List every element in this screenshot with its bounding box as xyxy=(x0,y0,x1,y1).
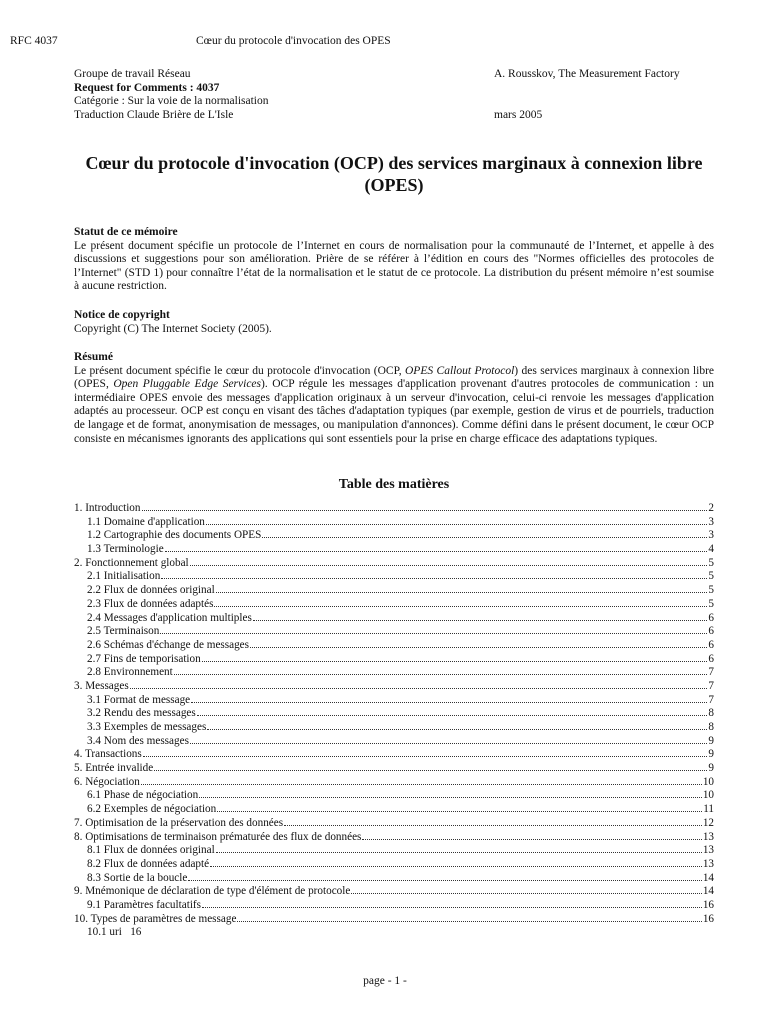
section-body xyxy=(74,365,714,447)
toc-entry[interactable] xyxy=(74,598,714,612)
section-heading: Résumé xyxy=(74,351,113,363)
toc-entry-label: 10. Types de paramètres de message xyxy=(74,912,237,925)
toc-leader-dots xyxy=(284,825,702,826)
toc-entry-label: 2. Fonctionnement global xyxy=(74,556,189,569)
toc-entry-label: 3. Messages xyxy=(74,679,129,692)
toc-entry-label: 3.2 Rendu des messages xyxy=(87,707,196,720)
toc-entry[interactable] xyxy=(74,666,714,680)
toc-entry-page: 13 xyxy=(702,857,714,870)
toc-leader-dots xyxy=(154,770,707,771)
toc-entry-page: 2 xyxy=(708,502,714,514)
toc-entry-page: 13 xyxy=(702,830,714,843)
toc-entry-page: 6 xyxy=(708,611,714,624)
resume-emphasis: OPES Callout Protocol xyxy=(405,364,515,377)
toc-leader-dots xyxy=(216,852,702,853)
toc-entry-label: 9. Mnémonique de déclaration de type d'élément de protocole xyxy=(74,885,351,898)
toc-entry-label: 3.3 Exemples de messages xyxy=(87,721,207,733)
toc-entry[interactable] xyxy=(74,502,714,516)
toc-leader-dots xyxy=(130,688,708,689)
toc-entry-label: 2.1 Initialisation xyxy=(87,570,161,583)
running-header-title: Cœur du protocole d'invocation des OPES xyxy=(196,35,391,47)
toc-entry[interactable] xyxy=(74,885,714,899)
toc-entry-label: 1.3 Terminologie xyxy=(87,543,164,556)
toc-entry-page: 8 xyxy=(708,721,714,733)
toc-leader-dots xyxy=(190,565,708,566)
toc-entry-label: 1. Introduction xyxy=(74,502,141,514)
toc-entry-page: 9 xyxy=(708,734,714,747)
toc-leader-dots xyxy=(202,907,702,908)
toc-entry[interactable] xyxy=(74,543,714,557)
section-statut xyxy=(74,226,714,294)
toc-entry[interactable] xyxy=(74,872,714,886)
running-header-rfc: RFC 4037 xyxy=(10,35,58,47)
meta-date: mars 2005 xyxy=(494,109,543,122)
toc-entry[interactable] xyxy=(74,762,714,776)
toc-entry-page: 14 xyxy=(702,871,714,884)
toc-entry-page: 5 xyxy=(708,584,714,597)
toc-entry-label: 7. Optimisation de la préservation des données xyxy=(74,816,284,829)
toc-entry-page: 9 xyxy=(708,748,714,761)
toc-leader-dots xyxy=(216,592,708,593)
toc-entry[interactable] xyxy=(74,789,714,803)
toc-entry-page: 10 xyxy=(702,789,714,802)
toc-entry[interactable] xyxy=(74,721,714,735)
toc-leader-dots xyxy=(207,729,707,730)
meta-rfc-number: Request for Comments : 4037 xyxy=(74,81,220,94)
toc-leader-dots xyxy=(160,633,707,634)
toc-entry[interactable] xyxy=(74,653,714,667)
toc-entry-label: 2.6 Schémas d'échange de messages xyxy=(87,638,250,651)
toc-entry-page: 4 xyxy=(708,543,714,556)
toc-entry-label: 10.1 uri 16 xyxy=(87,926,142,939)
section-body: Le présent document spécifie un protocole de l’Internet en cours de normalisation pour la communauté de l’Internet, et appelle à des discussions et suggestions pour son amélioration. Prière de se référer à l’édition en cours des "Normes officielles des protocoles de l’Internet" (STD 1) pour connaître l’état de la normalisation et le statut de ce protocole. La distribution du présent mémoire n’est soumise à aucune restriction. xyxy=(74,239,714,293)
toc-entry-page: 9 xyxy=(708,762,714,775)
section-resume xyxy=(74,351,714,446)
toc-entry[interactable] xyxy=(74,776,714,790)
section-copyright xyxy=(74,309,714,336)
toc-entry[interactable] xyxy=(74,557,714,571)
toc-leader-dots xyxy=(141,784,702,785)
meta-group: Groupe de travail Réseau xyxy=(74,68,191,80)
toc-entry-page: 10 xyxy=(702,775,714,788)
toc-entry[interactable] xyxy=(74,735,714,749)
toc-leader-dots xyxy=(351,893,701,894)
toc-entry[interactable] xyxy=(74,707,714,721)
toc-entry-label: 8.2 Flux de données adapté xyxy=(87,857,210,870)
toc-entry-label: 3.1 Format de message xyxy=(87,693,191,706)
section-heading: Statut de ce mémoire xyxy=(74,226,178,238)
toc-leader-dots xyxy=(237,921,701,922)
toc-leader-dots xyxy=(190,743,707,744)
toc-entry-page: 16 xyxy=(702,898,714,911)
toc-leader-dots xyxy=(197,715,708,716)
toc-leader-dots xyxy=(191,702,707,703)
meta-category: Catégorie : Sur la voie de la normalisation xyxy=(74,95,269,108)
toc-leader-dots xyxy=(165,551,708,552)
toc-entry[interactable] xyxy=(74,899,714,913)
toc-entry[interactable] xyxy=(74,694,714,708)
toc-entry[interactable] xyxy=(74,612,714,626)
resume-text: ) des services marginaux à connexion libre (OPES, xyxy=(74,364,715,391)
toc-entry-page: 12 xyxy=(702,816,714,829)
toc-entry[interactable] xyxy=(74,680,714,694)
toc-entry[interactable] xyxy=(74,639,714,653)
toc-entry-page: 8 xyxy=(708,707,714,720)
toc-entry-page: 7 xyxy=(708,666,714,679)
toc-entry[interactable] xyxy=(74,803,714,817)
toc-entry-page: 3 xyxy=(708,529,714,542)
toc-leader-dots xyxy=(206,524,708,525)
toc-entry-page: 16 xyxy=(702,912,714,925)
toc-entry-label: 2.2 Flux de données original xyxy=(87,584,215,597)
toc-entry-label: 2.8 Environnement xyxy=(87,666,173,679)
meta-author: A. Rousskov, The Measurement Factory xyxy=(494,68,680,80)
toc-entry-label: 2.5 Terminaison xyxy=(87,625,160,638)
toc-leader-dots xyxy=(262,537,707,538)
table-of-contents xyxy=(74,502,714,940)
toc-entry-label: 4. Transactions xyxy=(74,748,142,761)
toc-entry-label: 5. Entrée invalide xyxy=(74,762,154,775)
toc-leader-dots xyxy=(174,674,708,675)
toc-entry-label: 6.1 Phase de négociation xyxy=(87,789,199,802)
document-meta xyxy=(74,68,704,123)
toc-entry-label: 2.4 Messages d'application multiples xyxy=(87,611,252,624)
toc-entry-label: 8.1 Flux de données original xyxy=(87,844,215,857)
toc-entry[interactable] xyxy=(74,584,714,598)
toc-entry-label: 9.1 Paramètres facultatifs xyxy=(87,898,202,911)
toc-entry-page: 5 xyxy=(708,570,714,583)
toc-leader-dots xyxy=(202,661,708,662)
toc-entry-page: 14 xyxy=(702,885,714,898)
toc-entry[interactable] xyxy=(74,516,714,530)
toc-entry-label: 6. Négociation xyxy=(74,775,140,788)
resume-emphasis: Open Pluggable Edge Services xyxy=(113,378,262,391)
toc-leader-dots xyxy=(214,606,707,607)
toc-entry[interactable] xyxy=(74,858,714,872)
toc-entry-label: 2.7 Fins de temporisation xyxy=(87,652,201,665)
toc-leader-dots xyxy=(142,510,708,511)
toc-entry-page: 13 xyxy=(702,844,714,857)
toc-entry-label: 1.2 Cartographie des documents OPES xyxy=(87,529,262,542)
page-footer: page - 1 - xyxy=(363,975,407,987)
toc-leader-dots xyxy=(161,578,707,579)
toc-leader-dots xyxy=(250,647,707,648)
toc-entry-page: 6 xyxy=(708,625,714,638)
toc-entry[interactable] xyxy=(74,817,714,831)
toc-entry[interactable] xyxy=(74,913,714,927)
toc-entry[interactable] xyxy=(74,625,714,639)
toc-leader-dots xyxy=(210,866,702,867)
toc-entry[interactable] xyxy=(74,570,714,584)
toc-leader-dots xyxy=(199,797,702,798)
toc-entry[interactable] xyxy=(74,926,714,940)
section-body: Copyright (C) The Internet Society (2005). xyxy=(74,322,272,335)
toc-entry-page: 5 xyxy=(708,556,714,569)
toc-entry-page: 7 xyxy=(708,693,714,706)
toc-title: Table des matières xyxy=(338,477,450,492)
meta-translation: Traduction Claude Brière de L'Isle xyxy=(74,109,234,122)
toc-entry-label: 8.3 Sortie de la boucle xyxy=(87,871,188,884)
toc-entry-page: 3 xyxy=(708,515,714,528)
document-title: Cœur du protocole d'invocation (OCP) des services marginaux à connexion libre (OPES) xyxy=(85,153,703,195)
toc-leader-dots xyxy=(188,880,701,881)
toc-entry[interactable] xyxy=(74,529,714,543)
toc-entry-label: 8. Optimisations de terminaison prématurée des flux de données xyxy=(74,830,362,843)
toc-entry[interactable] xyxy=(74,831,714,845)
toc-entry-page: 11 xyxy=(703,803,714,816)
toc-entry-page: 6 xyxy=(708,638,714,651)
toc-entry-label: 1.1 Domaine d'application xyxy=(87,515,205,528)
resume-text: Le présent document spécifie le cœur du protocole d'invocation (OCP, xyxy=(74,364,405,377)
resume-text: ). OCP régule les messages d'application provenant d'autres protocoles de communication : un intermédiaire OPES envoie des messages d'application originaux à un serveur d'invocation, celui-ci renvoie les messages d'application adaptés au processeur. OCP est conçu en visant des tâches d'adaptation typiques (par exemple, gestion de virus et de pourriels, traduction de langage et de format, anonymisation de messages, ou manipulation d'annonces). Comme défini dans le présent document, le cœur OCP consiste en mécanismes ignorants des applications qui sont essentiels pour la prise en charge efficace des adaptations typiques. xyxy=(74,378,715,445)
toc-entry[interactable] xyxy=(74,748,714,762)
toc-leader-dots xyxy=(253,620,708,621)
toc-leader-dots xyxy=(362,839,701,840)
toc-entry-page: 6 xyxy=(708,652,714,665)
toc-entry-label: 6.2 Exemples de négociation xyxy=(87,803,217,816)
toc-entry-page: 5 xyxy=(708,597,714,610)
toc-leader-dots xyxy=(217,811,702,812)
section-heading: Notice de copyright xyxy=(74,309,170,321)
toc-entry-label: 2.3 Flux de données adaptés xyxy=(87,597,214,610)
toc-entry[interactable] xyxy=(74,844,714,858)
toc-entry-label: 3.4 Nom des messages xyxy=(87,734,189,747)
toc-leader-dots xyxy=(143,756,708,757)
toc-entry-page: 7 xyxy=(708,679,714,692)
